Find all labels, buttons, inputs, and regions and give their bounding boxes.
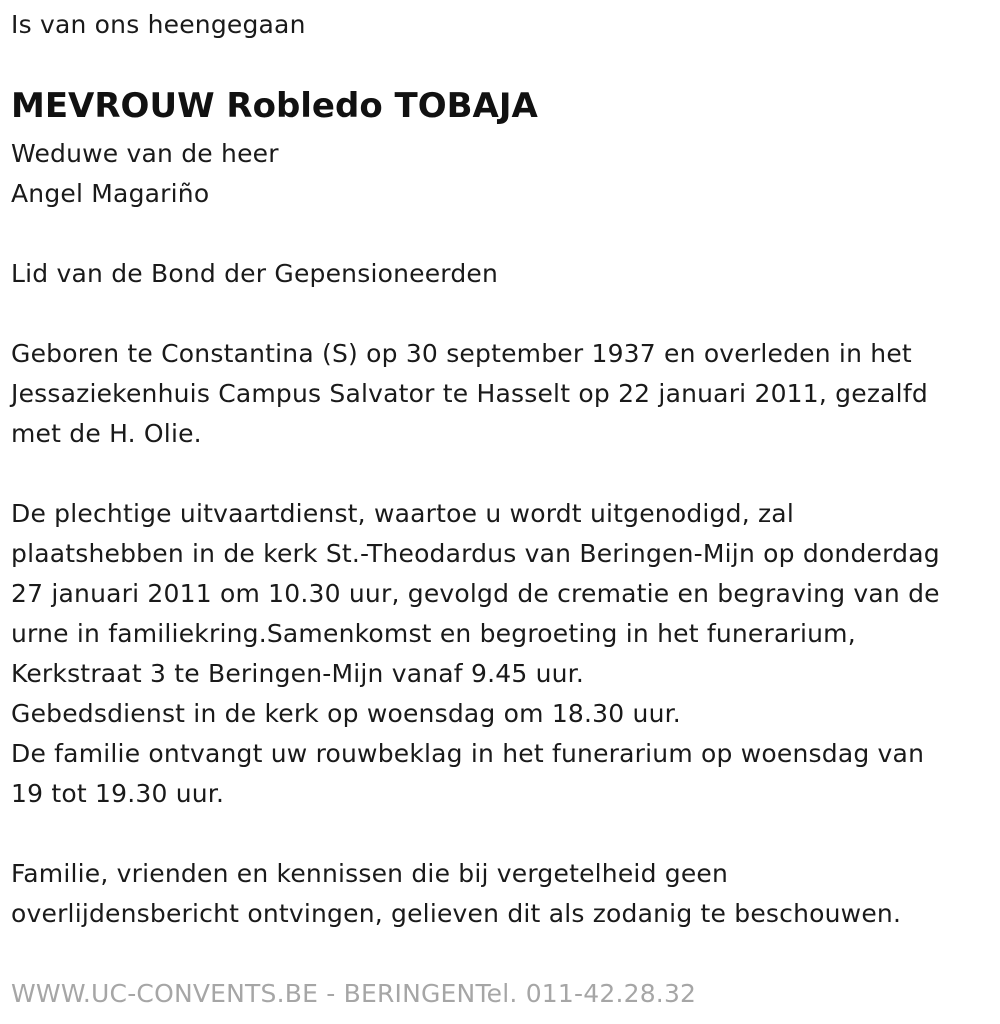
funeral-home-footer: WWW.UC-CONVENTS.BE - BERINGENTel. 011-42.28.32 <box>11 979 697 1008</box>
intro-text: Is van ons heengegaan <box>11 10 306 39</box>
service-block <box>11 494 940 814</box>
closing-block <box>11 854 901 934</box>
service-line: Kerkstraat 3 te Beringen-Mijn vanaf 9.45 uur. <box>11 659 584 688</box>
spouse-name: Angel Magariño <box>11 179 210 208</box>
prayer-service-line: Gebedsdienst in de kerk op woensdag om 18.30 uur. <box>11 699 681 728</box>
birth-death-line: Geboren te Constantina (S) op 30 september 1937 en overleden in het <box>11 339 912 368</box>
service-line: 27 januari 2011 om 10.30 uur, gevolgd de crematie en begraving van de <box>11 579 940 608</box>
widow-line: Weduwe van de heer <box>11 139 279 168</box>
closing-line: overlijdensbericht ontvingen, gelieven dit als zodanig te beschouwen. <box>11 899 902 928</box>
membership-text: Lid van de Bond der Gepensioneerden <box>11 259 499 288</box>
service-line: urne in familiekring.Samenkomst en begroeting in het funerarium, <box>11 619 856 648</box>
birth-death-line: met de H. Olie. <box>11 419 202 448</box>
service-line: De plechtige uitvaartdienst, waartoe u wordt uitgenodigd, zal <box>11 499 794 528</box>
condolence-line: De familie ontvangt uw rouwbeklag in het funerarium op woensdag van <box>11 739 925 768</box>
service-line: plaatshebben in de kerk St.-Theodardus van Beringen-Mijn op donderdag <box>11 539 940 568</box>
birth-death-block <box>11 334 928 454</box>
deceased-name: MEVROUW Robledo TOBAJA <box>11 86 538 126</box>
birth-death-line: Jessaziekenhuis Campus Salvator te Hasselt op 22 januari 2011, gezalfd <box>11 379 928 408</box>
membership-block <box>11 254 498 294</box>
closing-line: Familie, vrienden en kennissen die bij vergetelheid geen <box>11 859 729 888</box>
condolence-line: 19 tot 19.30 uur. <box>11 779 225 808</box>
widow-block <box>11 134 279 214</box>
